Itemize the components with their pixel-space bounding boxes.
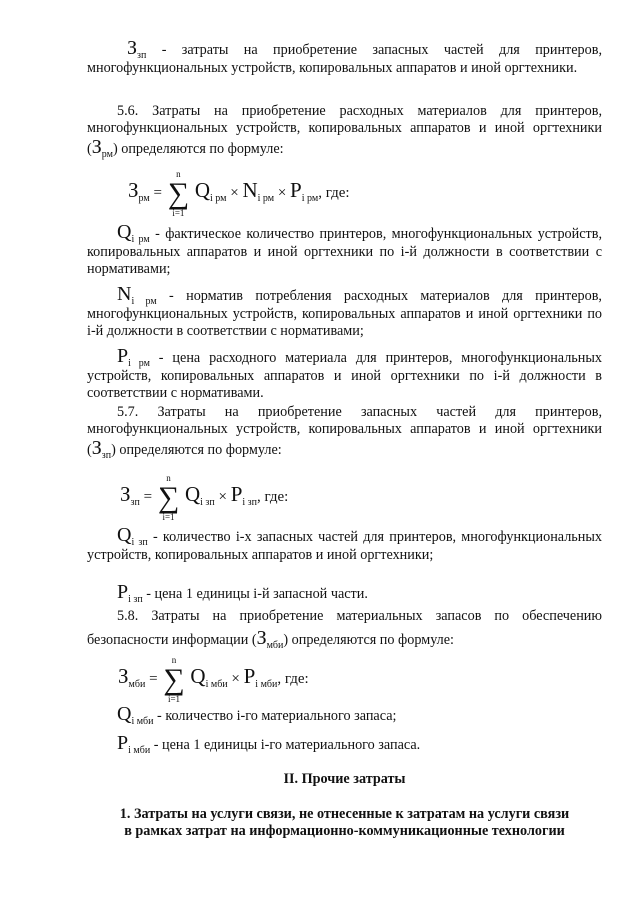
subscript: i мби xyxy=(131,716,154,727)
definition-text: - фактическое количество принтеров, многофункциональных устройств, копировальных аппаратов и иной оргтехники по i-й должности в соответствии с нормативами; xyxy=(87,226,602,277)
sum-upper: n xyxy=(166,472,171,483)
symbol: P xyxy=(117,732,129,754)
symbol: З xyxy=(127,37,138,59)
symbol: P xyxy=(117,345,129,367)
sum-upper: n xyxy=(171,654,177,665)
formula-tail: , где: xyxy=(256,489,289,505)
term-q: Q xyxy=(190,664,206,688)
term-p: P xyxy=(290,178,302,202)
subscript: i рм xyxy=(128,358,150,369)
subscript: i мби xyxy=(128,745,151,756)
definition-text: - норматив потребления расходных материалов для принтеров, многофункциональных устройств, копировальных аппаратов и иной оргтехники по i-й должности в соответствии с нормативами; xyxy=(87,288,602,339)
term-n-sub: i рм xyxy=(257,193,275,204)
symbol: З xyxy=(91,437,102,459)
paragraph-text: 5.6. Затраты на приобретение расходных материалов для принтеров, многофункциональных устройств, копировальных аппаратов и иной оргтехники ( xyxy=(87,103,602,157)
symbol: Q xyxy=(117,524,132,546)
paragraph-tail: ) определяются по формуле: xyxy=(283,632,454,648)
definition-q-rm xyxy=(87,222,602,278)
equals-sign: = xyxy=(143,489,153,505)
formula-lhs: З xyxy=(128,178,139,202)
paragraph-5-7 xyxy=(87,404,602,460)
definition-p-zp xyxy=(87,582,602,604)
term-p-sub: i рм xyxy=(301,193,319,204)
formula-tail: , где: xyxy=(318,185,350,201)
definition-text: - количество i-го материального запаса; xyxy=(153,708,397,724)
times-sign: × xyxy=(277,185,287,201)
subscript: зп xyxy=(137,50,147,61)
formula-z-zp xyxy=(120,472,289,522)
subscript: i рм xyxy=(131,234,150,245)
sum-upper: n xyxy=(176,168,181,179)
symbol: Q xyxy=(117,221,132,243)
paragraph-text: 5.7. Затраты на приобретение запасных частей для принтеров, многофункциональных устройств, копировальных аппаратов и иной оргтехники ( xyxy=(87,404,602,458)
term-q-sub: i зп xyxy=(200,497,215,508)
paragraph-5-6 xyxy=(87,103,602,159)
sum-lower: i=1 xyxy=(167,693,181,704)
term-n: N xyxy=(242,178,258,202)
equals-sign: = xyxy=(149,671,158,687)
formula-z-mbi xyxy=(118,654,309,704)
definition-text: - затраты на приобретение запасных частей для принтеров, многофункциональных устройств, копировальных аппаратов и иной оргтехники. xyxy=(87,42,602,76)
formula-lhs: З xyxy=(118,664,129,688)
sum-sign: ∑ n i=1 xyxy=(163,654,185,704)
paragraph-tail: ) определяются по формуле: xyxy=(112,141,284,157)
term-q-sub: i рм xyxy=(210,193,227,204)
definition-p-mbi xyxy=(117,733,602,755)
term-p: P xyxy=(243,664,256,688)
symbol: Q xyxy=(117,703,132,725)
sum-sign: ∑ n i=1 xyxy=(167,168,190,218)
definition-q-mbi xyxy=(117,704,602,726)
section-heading: II. Прочие затраты xyxy=(283,771,406,787)
sum-lower: i=1 xyxy=(172,207,185,218)
formula-lhs: З xyxy=(120,482,131,506)
definition-text: - количество i-х запасных частей для принтеров, многофункциональных устройств, копировальных аппаратов и иной оргтехники; xyxy=(87,529,602,563)
formula-lhs-sub: рм xyxy=(138,193,150,204)
formula-lhs-sub: зп xyxy=(130,497,140,508)
term-q-sub: i мби xyxy=(205,679,228,690)
subscript: i рм xyxy=(131,296,157,307)
subscript: i зп xyxy=(131,537,148,548)
sum-sign: ∑ n i=1 xyxy=(157,472,180,522)
paragraph-text: 5.8. Затраты на приобретение материальных запасов по обеспечению безопасности информации ( xyxy=(87,608,602,648)
subsection-heading-line: 1. Затраты на услуги связи, не отнесенные к затратам на услуги связи xyxy=(119,806,570,822)
formula-lhs-sub: мби xyxy=(128,679,146,690)
definition-text: - цена расходного материала для принтеров, многофункциональных устройств, копировальных аппаратов и иной оргтехники по i-й должности в соответствии с нормативами. xyxy=(87,350,602,401)
term-q: Q xyxy=(184,482,201,506)
subsection-heading xyxy=(87,806,602,840)
times-sign: × xyxy=(230,185,239,201)
subscript: мби xyxy=(266,640,284,651)
definition-p-rm xyxy=(87,346,602,402)
definition-z-zp xyxy=(87,38,602,77)
term-p: P xyxy=(230,482,243,506)
symbol: P xyxy=(117,581,129,603)
formula-z-rm xyxy=(128,168,350,218)
definition-n-rm xyxy=(87,284,602,340)
definition-text: - цена 1 единицы i-го материального запаса. xyxy=(150,737,421,753)
term-q: Q xyxy=(194,178,210,202)
sum-lower: i=1 xyxy=(162,511,175,522)
definition-q-zp xyxy=(87,525,602,564)
term-p-sub: i зп xyxy=(242,497,257,508)
subscript: i зп xyxy=(128,594,143,605)
subsection-heading-line: в рамках затрат на информационно-коммуникационные технологии xyxy=(124,823,565,839)
term-p-sub: i мби xyxy=(255,679,278,690)
equals-sign: = xyxy=(153,185,162,201)
subscript: рм xyxy=(101,149,113,160)
symbol: N xyxy=(117,283,132,305)
paragraph-tail: ) определяются по формуле: xyxy=(111,442,282,458)
paragraph-5-8 xyxy=(87,604,602,654)
times-sign: × xyxy=(218,489,227,505)
times-sign: × xyxy=(231,671,240,687)
subscript: зп xyxy=(101,450,112,461)
symbol: З xyxy=(256,627,267,649)
formula-tail: , где: xyxy=(277,671,309,687)
symbol: З xyxy=(91,136,102,158)
definition-text: - цена 1 единицы i-й запасной части. xyxy=(142,586,368,602)
